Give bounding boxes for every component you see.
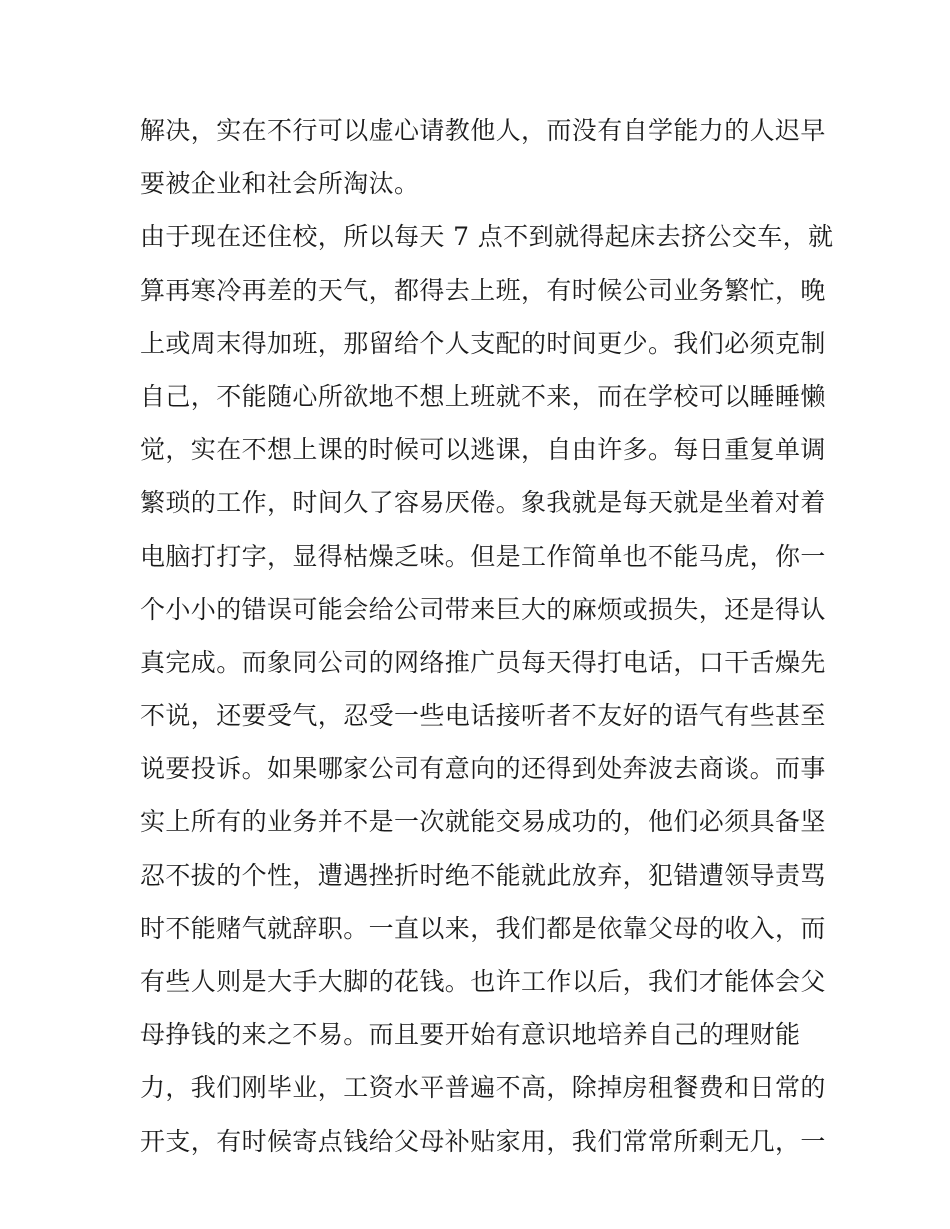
- text-line: 说要投诉。如果哪家公司有意向的还得到处奔波去商谈。而事: [140, 754, 826, 784]
- text-line: 上或周末得加班，那留给个人支配的时间更少。我们必须克制: [140, 328, 826, 358]
- text-line: 开支，有时候寄点钱给父母补贴家用，我们常常所剩无几，一: [140, 1126, 826, 1156]
- text-line: 繁琐的工作，时间久了容易厌倦。象我就是每天就是坐着对着: [140, 488, 826, 518]
- text-line: 真完成。而象同公司的网络推广员每天得打电话，口干舌燥先: [140, 647, 826, 677]
- text-line: 实上所有的业务并不是一次就能交易成功的，他们必须具备坚: [140, 807, 826, 837]
- text-line: 母挣钱的来之不易。而且要开始有意识地培养自己的理财能: [140, 1020, 801, 1050]
- text-line: 不说，还要受气，忍受一些电话接听者不友好的语气有些甚至: [140, 701, 826, 731]
- text-line: 觉，实在不想上课的时候可以逃课，自由许多。每日重复单调: [140, 435, 826, 465]
- text-line: 忍不拔的个性，遭遇挫折时绝不能就此放弃，犯错遭领导责骂: [140, 860, 826, 890]
- text-line: 有些人则是大手大脚的花钱。也许工作以后，我们才能体会父: [140, 967, 826, 996]
- text-line: 要被企业和社会所淘汰。: [140, 169, 420, 199]
- text-line: 电脑打打字，显得枯燥乏味。但是工作简单也不能马虎，你一: [140, 541, 826, 571]
- text-line: 个小小的错误可能会给公司带来巨大的麻烦或损失，还是得认: [140, 594, 826, 624]
- text-line: 力，我们刚毕业，工资水平普遍不高，除掉房租餐费和日常的: [140, 1073, 826, 1103]
- text-line: 自己，不能随心所欲地不想上班就不来，而在学校可以睡睡懒: [140, 381, 826, 411]
- text-line: 时不能赌气就辞职。一直以来，我们都是依靠父母的收入，而: [140, 913, 826, 943]
- text-line: 由于现在还住校，所以每天 7 点不到就得起床去挤公交车，就: [140, 222, 834, 252]
- text-line: 算再寒冷再差的天气，都得去上班，有时候公司业务繁忙，晚: [140, 275, 826, 305]
- body-text: [140, 104, 834, 1168]
- text-line: 解决，实在不行可以虚心请教他人，而没有自学能力的人迟早: [140, 116, 826, 145]
